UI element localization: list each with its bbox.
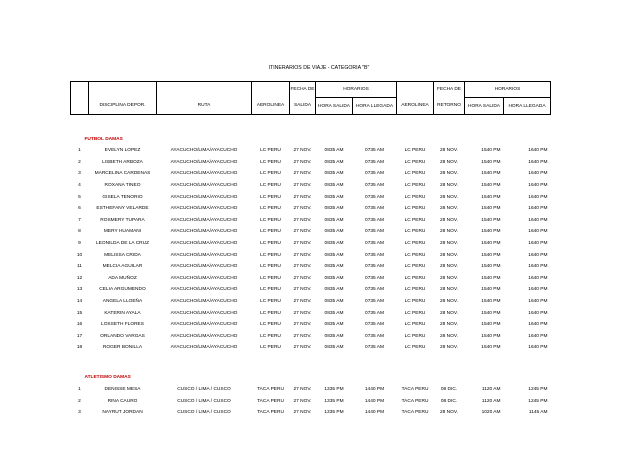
departure-time: 0835 AM bbox=[324, 159, 344, 165]
departure-date: 27 NOV. bbox=[293, 159, 312, 165]
row-number: 10 bbox=[76, 252, 83, 258]
departure-date: 27 NOV. bbox=[293, 333, 312, 339]
departure-time: 0835 AM bbox=[324, 333, 344, 339]
arrival-time: 0735 AM bbox=[365, 183, 384, 189]
spacer-cell bbox=[71, 354, 551, 372]
return-departure-time: 1540 PM bbox=[481, 275, 501, 281]
row-number: 15 bbox=[76, 310, 83, 316]
return-arrival-time: 1640 PM bbox=[528, 194, 548, 200]
departure-time: 1335 PM bbox=[324, 386, 344, 392]
row-number: 4 bbox=[78, 183, 81, 189]
table-row bbox=[71, 215, 551, 227]
header-aerolinea-2: AEROLINEA bbox=[397, 98, 434, 115]
departure-time: 0835 AM bbox=[324, 217, 344, 223]
header-cell bbox=[71, 82, 89, 98]
table-row bbox=[71, 226, 551, 238]
return-airline: LC PERU bbox=[404, 159, 426, 165]
return-arrival-time: 1640 PM bbox=[528, 159, 548, 165]
header-horarios-2: HORARIOS bbox=[465, 82, 551, 98]
row-number: 14 bbox=[76, 299, 83, 305]
athlete-name: ROSMERY TUPARA bbox=[100, 217, 145, 223]
departure-time: 0835 AM bbox=[324, 206, 344, 212]
athlete-name: EVELYN LOPEZ bbox=[104, 148, 141, 154]
return-arrival-time: 1640 PM bbox=[528, 322, 548, 328]
route: AYACUCHO/LIMA/AYACUCHO bbox=[170, 217, 238, 223]
header-aerolinea: AEROLINEA bbox=[252, 98, 290, 115]
departure-date: 27 NOV. bbox=[293, 345, 312, 351]
departure-time: 0835 AM bbox=[324, 252, 344, 258]
route: AYACUCHO/LIMA/AYACUCHO bbox=[170, 345, 238, 351]
departure-time: 0835 AM bbox=[324, 183, 344, 189]
return-arrival-time: 1640 PM bbox=[528, 229, 548, 235]
row-number: 5 bbox=[78, 194, 81, 200]
return-date: 28 NOV. bbox=[440, 310, 458, 316]
athlete-name: LOSSETH FLORES bbox=[101, 322, 144, 328]
header-cell bbox=[157, 82, 252, 98]
airline: LC PERU bbox=[260, 333, 281, 339]
return-date: 28 NOV. bbox=[440, 241, 458, 247]
row-number: 2 bbox=[78, 159, 81, 165]
row-number: 7 bbox=[78, 217, 81, 223]
route: AYACUCHO/LIMA/AYACUCHO bbox=[170, 322, 238, 328]
departure-date: 27 NOV. bbox=[293, 322, 312, 328]
row-number: 16 bbox=[76, 322, 83, 328]
route: AYACUCHO/LIMA/AYACUCHO bbox=[170, 194, 238, 200]
departure-date: 27 NOV. bbox=[293, 275, 312, 281]
airline: LC PERU bbox=[260, 252, 281, 258]
airline: LC PERU bbox=[260, 229, 281, 235]
return-date: 28 NOV. bbox=[440, 148, 458, 154]
return-departure-time: 1540 PM bbox=[481, 159, 501, 165]
departure-date: 27 NOV. bbox=[293, 299, 312, 305]
table-row bbox=[71, 331, 551, 343]
return-departure-time: 1540 PM bbox=[481, 287, 501, 293]
airline: LC PERU bbox=[260, 299, 281, 305]
header-hora-llegada-2: HORA LLEGADA bbox=[504, 98, 551, 115]
return-departure-time: 1540 PM bbox=[481, 217, 501, 223]
row-number: 12 bbox=[76, 275, 83, 281]
return-arrival-time: 1640 PM bbox=[528, 299, 548, 305]
table-row bbox=[71, 342, 551, 354]
route: AYACUCHO/LIMA/AYACUCHO bbox=[170, 252, 238, 258]
departure-time: 0835 AM bbox=[324, 194, 344, 200]
return-airline: LC PERU bbox=[404, 206, 426, 212]
return-arrival-time: 1640 PM bbox=[528, 217, 548, 223]
row-number: 2 bbox=[78, 398, 81, 404]
departure-date: 27 NOV. bbox=[293, 229, 312, 235]
route: AYACUCHO/LIMA/AYACUCHO bbox=[170, 299, 238, 305]
return-airline: LC PERU bbox=[404, 345, 426, 351]
return-date: 28 NOV. bbox=[440, 206, 458, 212]
route: AYACUCHO/LIMA/AYACUCHO bbox=[170, 148, 238, 154]
airline: TACA PERU bbox=[257, 410, 284, 416]
airline: LC PERU bbox=[260, 183, 281, 189]
athlete-name: MERY HUAMANI bbox=[103, 229, 142, 235]
arrival-time: 0735 AM bbox=[365, 148, 384, 154]
header-ruta: RUTA bbox=[157, 98, 252, 115]
airline: LC PERU bbox=[260, 206, 281, 212]
table-row bbox=[71, 307, 551, 319]
arrival-time: 1440 PM bbox=[364, 410, 385, 416]
header-cell bbox=[252, 82, 290, 98]
row-number: 8 bbox=[78, 229, 81, 235]
return-date: 28 NOV. bbox=[440, 159, 458, 165]
return-departure-time: 1540 PM bbox=[481, 264, 501, 270]
departure-time: 0835 AM bbox=[324, 345, 344, 351]
return-airline: TACA PERU bbox=[401, 410, 429, 416]
departure-date: 27 NOV. bbox=[293, 287, 312, 293]
airline: LC PERU bbox=[260, 287, 281, 293]
row-number: 11 bbox=[77, 264, 82, 270]
return-arrival-time: 1145 AM bbox=[528, 410, 548, 416]
airline: LC PERU bbox=[260, 275, 281, 281]
return-airline: LC PERU bbox=[404, 287, 426, 293]
arrival-time: 0735 AM bbox=[365, 229, 384, 235]
spacer-row bbox=[71, 115, 551, 134]
return-departure-time: 1540 PM bbox=[481, 310, 501, 316]
header-salida: SALIDA bbox=[290, 98, 316, 115]
return-departure-time: 1540 PM bbox=[481, 252, 501, 258]
header-horarios: HORARIOS bbox=[316, 82, 397, 98]
return-airline: TACA PERU bbox=[401, 386, 429, 392]
section-header-filler bbox=[252, 372, 551, 384]
row-number: 9 bbox=[78, 241, 81, 247]
header-fecha-de: FECHA DE bbox=[290, 82, 316, 98]
return-arrival-time: 1245 PM bbox=[528, 386, 548, 392]
return-date: 28 NOV. bbox=[440, 252, 458, 258]
departure-date: 27 NOV. bbox=[293, 386, 312, 392]
athlete-name: ADA MUÑOZ bbox=[108, 275, 137, 281]
return-airline: LC PERU bbox=[404, 171, 426, 177]
return-arrival-time: 1245 PM bbox=[528, 398, 548, 404]
airline: TACA PERU bbox=[257, 386, 284, 392]
return-date: 28 NOV. bbox=[440, 287, 458, 293]
departure-date: 27 NOV. bbox=[293, 264, 312, 270]
return-airline: LC PERU bbox=[404, 241, 426, 247]
departure-date: 27 NOV. bbox=[293, 241, 312, 247]
return-arrival-time: 1640 PM bbox=[528, 252, 548, 258]
return-date: 28 NOV. bbox=[440, 275, 458, 281]
arrival-time: 0735 AM bbox=[365, 252, 384, 258]
arrival-time: 0735 AM bbox=[365, 310, 384, 316]
departure-time: 0835 AM bbox=[324, 241, 344, 247]
return-airline: LC PERU bbox=[404, 194, 426, 200]
arrival-time: 1440 PM bbox=[364, 386, 385, 392]
return-date: 28 NOV. bbox=[440, 322, 458, 328]
table-row bbox=[71, 191, 551, 203]
row-number: 1 bbox=[78, 386, 81, 392]
route: AYACUCHO/LIMA/AYACUCHO bbox=[170, 333, 238, 339]
table-row bbox=[71, 168, 551, 180]
airline: LC PERU bbox=[260, 310, 281, 316]
athlete-name: ROXANA TINEO bbox=[104, 183, 141, 189]
athlete-name: MARCELINA CARDENAS bbox=[94, 171, 151, 177]
return-arrival-time: 1640 PM bbox=[528, 241, 548, 247]
route: AYACUCHO/LIMA/AYACUCHO bbox=[170, 159, 238, 165]
return-airline: LC PERU bbox=[404, 183, 426, 189]
table-row bbox=[71, 395, 551, 407]
return-departure-time: 1540 PM bbox=[481, 299, 501, 305]
row-number: 13 bbox=[76, 287, 83, 293]
return-date: 28 NOV. bbox=[440, 194, 458, 200]
header-hora-salida-2: HORA SALIDA bbox=[465, 98, 504, 115]
athlete-name: ANGELA LLOEÑA bbox=[102, 299, 143, 305]
header-cell bbox=[89, 82, 157, 98]
return-airline: LC PERU bbox=[404, 229, 426, 235]
table-row bbox=[71, 157, 551, 169]
header-hora-salida: HORA SALIDA bbox=[316, 98, 353, 115]
table-row bbox=[71, 180, 551, 192]
departure-time: 0835 AM bbox=[324, 287, 344, 293]
departure-date: 27 NOV. bbox=[293, 252, 312, 258]
route: CUSCO / LIMA / CUSCO bbox=[177, 386, 231, 392]
return-date: 28 NOV. bbox=[440, 410, 458, 416]
return-departure-time: 1120 AM bbox=[481, 386, 501, 392]
departure-time: 0835 AM bbox=[324, 264, 344, 270]
airline: LC PERU bbox=[260, 148, 281, 154]
return-date: 08 DIC. bbox=[440, 398, 458, 404]
return-date: 28 NOV. bbox=[440, 171, 458, 177]
itinerary-table bbox=[70, 81, 551, 418]
departure-date: 27 NOV. bbox=[293, 310, 312, 316]
return-departure-time: 1540 PM bbox=[481, 194, 501, 200]
return-departure-time: 1020 AM bbox=[481, 410, 501, 416]
departure-date: 27 NOV. bbox=[293, 206, 312, 212]
header-cell bbox=[397, 82, 434, 98]
arrival-time: 0735 AM bbox=[365, 275, 384, 281]
table-row bbox=[71, 407, 551, 419]
table-row bbox=[71, 284, 551, 296]
arrival-time: 0735 AM bbox=[365, 159, 384, 165]
athlete-name: ROGER BONILLA bbox=[102, 345, 143, 351]
return-departure-time: 1540 PM bbox=[481, 183, 501, 189]
route: CUSCO / LIMA / CUSCO bbox=[177, 398, 231, 404]
route: AYACUCHO/LIMA/AYACUCHO bbox=[170, 287, 238, 293]
spacer-row bbox=[71, 354, 551, 372]
return-arrival-time: 1640 PM bbox=[528, 264, 548, 270]
arrival-time: 0735 AM bbox=[365, 345, 384, 351]
return-airline: LC PERU bbox=[404, 252, 426, 258]
return-date: 28 NOV. bbox=[440, 183, 458, 189]
departure-time: 0835 AM bbox=[324, 171, 344, 177]
page-title: ITINERARIOS DE VIAJE - CATEGORIA "B" bbox=[268, 65, 370, 71]
return-airline: LC PERU bbox=[404, 275, 426, 281]
route: AYACUCHO/LIMA/AYACUCHO bbox=[170, 171, 238, 177]
section-header-filler bbox=[252, 133, 551, 145]
athlete-name: LEONILDA DE LA CRUZ bbox=[95, 241, 150, 247]
athlete-name: ORLANDO VARGAS bbox=[100, 333, 145, 339]
arrival-time: 0735 AM bbox=[365, 322, 384, 328]
return-airline: LC PERU bbox=[404, 333, 426, 339]
departure-time: 1335 PM bbox=[324, 398, 344, 404]
return-airline: TACA PERU bbox=[401, 398, 429, 404]
return-arrival-time: 1640 PM bbox=[528, 287, 548, 293]
table-row bbox=[71, 384, 551, 396]
section-label: ATLETISMO DAMAS bbox=[84, 375, 131, 381]
route: CUSCO / LIMA / CUSCO bbox=[177, 410, 231, 416]
return-departure-time: 1540 PM bbox=[481, 333, 501, 339]
header-cell bbox=[71, 98, 89, 115]
return-airline: LC PERU bbox=[404, 310, 426, 316]
return-departure-time: 1540 PM bbox=[481, 171, 501, 177]
return-departure-time: 1540 PM bbox=[481, 206, 501, 212]
route: AYACUCHO/LIMA/AYACUCHO bbox=[170, 229, 238, 235]
return-date: 28 NOV. bbox=[440, 229, 458, 235]
athlete-name: RINA CAURO bbox=[107, 398, 138, 404]
row-number: 6 bbox=[78, 206, 81, 212]
return-date: 28 NOV. bbox=[440, 333, 458, 339]
return-arrival-time: 1640 PM bbox=[528, 148, 548, 154]
airline: LC PERU bbox=[260, 171, 281, 177]
section-header-row bbox=[71, 133, 551, 145]
route: AYACUCHO/LIMA/AYACUCHO bbox=[170, 241, 238, 247]
section-label: FUTBOL DAMAS bbox=[84, 136, 123, 142]
departure-date: 27 NOV. bbox=[293, 171, 312, 177]
return-arrival-time: 1640 PM bbox=[528, 171, 548, 177]
arrival-time: 0735 AM bbox=[365, 264, 384, 270]
airline: LC PERU bbox=[260, 217, 281, 223]
header-hora-llegada: HORA LLEGADA bbox=[353, 98, 397, 115]
table-row bbox=[71, 273, 551, 285]
airline: LC PERU bbox=[260, 264, 281, 270]
departure-time: 0835 AM bbox=[324, 148, 344, 154]
table-row bbox=[71, 145, 551, 157]
athlete-name: LISBETH ARBOZA bbox=[102, 159, 143, 165]
spacer-cell bbox=[71, 115, 551, 134]
table-row bbox=[71, 261, 551, 273]
airline: LC PERU bbox=[260, 345, 281, 351]
departure-date: 27 NOV. bbox=[293, 410, 312, 416]
return-arrival-time: 1640 PM bbox=[528, 275, 548, 281]
athlete-name: MELISSA CRIDA bbox=[104, 252, 141, 258]
athlete-name: MELCIA AGUILAR bbox=[102, 264, 143, 270]
row-number: 1 bbox=[78, 148, 81, 154]
return-departure-time: 1540 PM bbox=[481, 229, 501, 235]
return-airline: LC PERU bbox=[404, 148, 426, 154]
return-departure-time: 1540 PM bbox=[481, 345, 501, 351]
route: AYACUCHO/LIMA/AYACUCHO bbox=[170, 275, 238, 281]
route: AYACUCHO/LIMA/AYACUCHO bbox=[170, 310, 238, 316]
arrival-time: 0735 AM bbox=[365, 206, 384, 212]
departure-time: 0835 AM bbox=[324, 322, 344, 328]
header-retorno: RETORNO bbox=[434, 98, 465, 115]
header-fecha-de-2: FECHA DE bbox=[434, 82, 465, 98]
return-airline: LC PERU bbox=[404, 264, 426, 270]
header-disciplina: DISCIPLINA DEPOR. bbox=[89, 98, 157, 115]
arrival-time: 0735 AM bbox=[365, 299, 384, 305]
route: AYACUCHO/LIMA/AYACUCHO bbox=[170, 206, 238, 212]
return-date: 08 DIC. bbox=[440, 386, 458, 392]
return-arrival-time: 1640 PM bbox=[528, 345, 548, 351]
return-departure-time: 1540 PM bbox=[481, 148, 501, 154]
return-departure-time: 1540 PM bbox=[481, 241, 501, 247]
athlete-name: CELIA ARGUMENDO bbox=[99, 287, 146, 293]
return-departure-time: 1120 AM bbox=[481, 398, 501, 404]
departure-date: 27 NOV. bbox=[293, 148, 312, 154]
arrival-time: 0735 AM bbox=[365, 333, 384, 339]
athlete-name: KATERIN AYALA bbox=[104, 310, 141, 316]
route: AYACUCHO/LIMA/AYACUCHO bbox=[170, 183, 238, 189]
airline: LC PERU bbox=[260, 159, 281, 165]
return-airline: LC PERU bbox=[404, 217, 426, 223]
return-date: 28 NOV. bbox=[440, 299, 458, 305]
row-number: 17 bbox=[76, 333, 83, 339]
departure-time: 0835 AM bbox=[324, 229, 344, 235]
departure-date: 27 NOV. bbox=[293, 398, 312, 404]
return-departure-time: 1540 PM bbox=[481, 322, 501, 328]
airline: LC PERU bbox=[260, 241, 281, 247]
return-arrival-time: 1640 PM bbox=[528, 333, 548, 339]
athlete-name: DENISSE MESA bbox=[104, 386, 141, 392]
table-row bbox=[71, 249, 551, 261]
return-arrival-time: 1640 PM bbox=[528, 183, 548, 189]
arrival-time: 0735 AM bbox=[365, 194, 384, 200]
arrival-time: 0735 AM bbox=[365, 171, 384, 177]
arrival-time: 0735 AM bbox=[365, 241, 384, 247]
table-row bbox=[71, 203, 551, 215]
departure-time: 1335 PM bbox=[324, 410, 344, 416]
route: AYACUCHO/LIMA/AYACUCHO bbox=[170, 264, 238, 270]
airline: LC PERU bbox=[260, 194, 281, 200]
athlete-name: GISELA TENORIO bbox=[102, 194, 143, 200]
departure-date: 27 NOV. bbox=[293, 194, 312, 200]
table-row bbox=[71, 296, 551, 308]
arrival-time: 0735 AM bbox=[365, 287, 384, 293]
table-row bbox=[71, 238, 551, 250]
table-row bbox=[71, 319, 551, 331]
athlete-name: ESTHEFANY VELARDE bbox=[96, 206, 149, 212]
departure-date: 27 NOV. bbox=[293, 217, 312, 223]
return-date: 28 NOV. bbox=[440, 264, 458, 270]
row-number: 3 bbox=[78, 410, 81, 416]
departure-date: 27 NOV. bbox=[293, 183, 312, 189]
row-number: 18 bbox=[76, 345, 83, 351]
return-date: 28 NOV. bbox=[440, 217, 458, 223]
return-date: 28 NOV. bbox=[440, 345, 458, 351]
airline: TACA PERU bbox=[257, 398, 284, 404]
departure-time: 0835 AM bbox=[324, 310, 344, 316]
arrival-time: 1440 PM bbox=[364, 398, 385, 404]
return-airline: LC PERU bbox=[404, 322, 426, 328]
section-header-row bbox=[71, 372, 551, 384]
departure-time: 0835 AM bbox=[324, 275, 344, 281]
return-airline: LC PERU bbox=[404, 299, 426, 305]
athlete-name: NAYRUT JORDAN bbox=[102, 410, 143, 416]
row-number: 3 bbox=[78, 171, 81, 177]
arrival-time: 0735 AM bbox=[365, 217, 384, 223]
return-arrival-time: 1640 PM bbox=[528, 310, 548, 316]
departure-time: 0835 AM bbox=[324, 299, 344, 305]
return-arrival-time: 1640 PM bbox=[528, 206, 548, 212]
airline: LC PERU bbox=[260, 322, 281, 328]
